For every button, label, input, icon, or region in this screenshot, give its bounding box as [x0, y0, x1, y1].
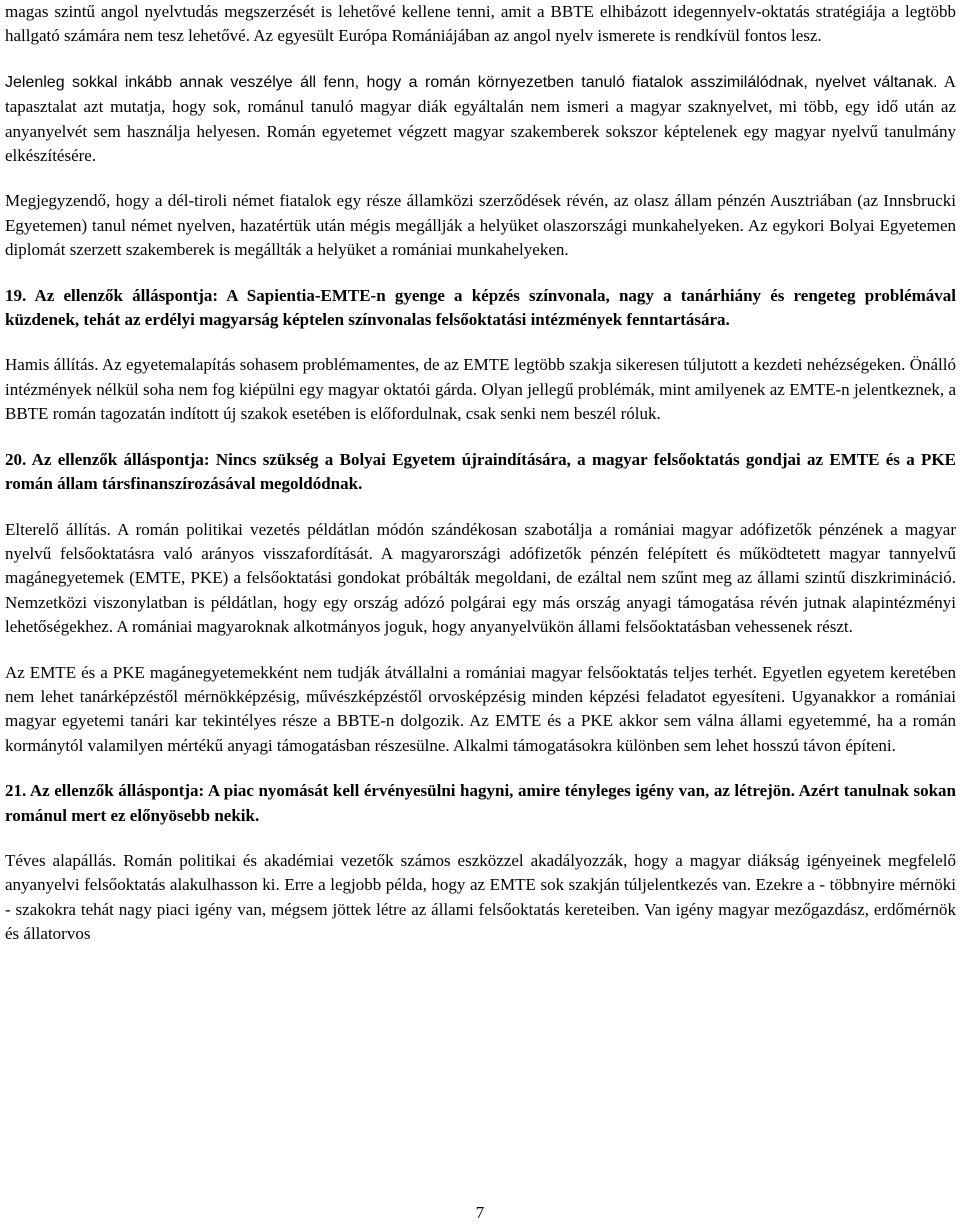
heading-21: 21. Az ellenzők álláspontja: A piac nyomását kell érvényesülni hagyni, amire tényleges igény van, az létrejön. Azért tanulnak sokan románul mert ez előnyösebb nekik. — [5, 781, 956, 825]
document-page — [5, 0, 956, 947]
paragraph-21: Téves alapállás. Román politikai és akadémiai vezetők számos eszközzel akadályozzák, hogy a magyar diákság igényeinek megfelelő anyanyelvi felsőoktatás alakulhasson ki. Erre a legjobb példa, hogy az EMTE sok szakján túljelentkezés van. Ezekre a - többnyire mérnöki - szakokra tehát nagy piaci igény van, mégsem jöttek létre az állami felsőoktatás kereteiben. Van igény magyar mezőgazdász, erdőmérnök és állatorvos — [5, 850, 956, 944]
paragraph-20a: Elterelő állítás. A román politikai vezetés példátlan módón szándékosan szabotálja a romániai magyar adófizetők pénzének a magyar nyelvű felsőoktatásra való arányos visszafordítását. A magyarországi adófizetők pénzén felépített és működtetett magyar tannyelvű magánegyetemek (EMTE, PKE) a felsőoktatási gondokat próbálták megoldani, de ezáltal nem szűnt meg az állami szintű diszkrimináció. Nemzetközi viszonylatban is példátlan, hogy egy ország adózó polgárai egy más ország anyagi támogatása révén jutnak alapintézményi lehetőségekhez. A romániai magyaroknak alkotmányos joguk, hogy anyanyelvükön állami felsőoktatásban vehessenek részt. — [5, 519, 956, 637]
paragraph-assimilation-sans: Jelenleg sokkal inkább annak veszélye áll fenn, hogy a román környezetben tanuló fiatalok asszimilálódnak, nyelvet váltanak. — [5, 73, 938, 91]
paragraph-19: Hamis állítás. Az egyetemalapítás sohasem problémamentes, de az EMTE legtöbb szakja sikeresen túljutott a kezdeti nehézségeken. Önálló intézmények nélkül soha nem fog kiépülni egy magyar oktatói gárda. Olyan jellegű problémák, mint amilyenek az EMTE-n jelentkeznek, a BBTE román tagozatán indított új szakok esetében is előfordulnak, csak senki nem beszél róluk. — [5, 355, 956, 424]
heading-20: 20. Az ellenzők álláspontja: Nincs szükség a Bolyai Egyetem újraindítására, a magyar felsőoktatás gondjai az EMTE és a PKE román állam társfinanszírozásával megoldódnak. — [5, 449, 956, 494]
paragraph-assimilation-serif: A tapasztalat azt mutatja, hogy sok, románul tanuló magyar diák egyáltalán nem ismeri a magyar szaknyelvet, mi több, egy idő után az anyanyelvét sem használja helyesen. Román egyetemet végzett magyar szakemberek sokszor képtelenek egy magyar nyelvű tanulmány elkészítésére. — [5, 71, 956, 166]
paragraph-south-tyrol: Megjegyzendő, hogy a dél-tiroli német fiatalok egy része államközi szerződések révén, az olasz állam pénzén Ausztriában (az Innsbrucki Egyetemen) tanul német nyelven, hazatértük után mégis megállják a helyüket olaszországi munkahelyeken. Az egykori Bolyai Egyetemen diplomát szerzett szakemberek is megállták a helyüket a romániai munkahelyeken. — [5, 191, 956, 260]
paragraph-20b: Az EMTE és a PKE magánegyetemekként nem tudják átvállalni a romániai magyar felsőoktatás teljes terhét. Egyetlen egyetem keretében nem lehet tanárképzéstől mérnökképzésig, művészképzéstől orvosképzésig minden képzési feladatot egyesíteni. Ugyanakkor a romániai magyar egyetemi tanári kar tekintélyes része a BBTE-n dolgozik. Az EMTE és a PKE akkor sem válna állami egyetemmé, ha a román kormánytól valamilyen mértékű anyagi támogatásban részesülne. Alkalmi támogatásokra különben sem lehet hosszú távon építeni. — [5, 662, 956, 755]
paragraph-continued: magas szintű angol nyelvtudás megszerzését is lehetővé kellene tenni, amit a BBTE elhibázott idegennyelv-oktatás stratégiája a legtöbb hallgató számára nem tesz lehetővé. Az egyesült Európa Romániájában az angol nyelv ismerete is rendkívül fontos lesz. — [5, 2, 956, 46]
page-number: 7 — [475, 1203, 485, 1222]
paragraph-assimilation — [5, 70, 956, 169]
heading-19: 19. Az ellenzők álláspontja: A Sapientia-EMTE-n gyenge a képzés színvonala, nagy a tanárhiány és rengeteg problémával küzdenek, tehát az erdélyi magyarság képtelen színvonalas felsőoktatási intézmények fenntartására. — [5, 285, 956, 330]
